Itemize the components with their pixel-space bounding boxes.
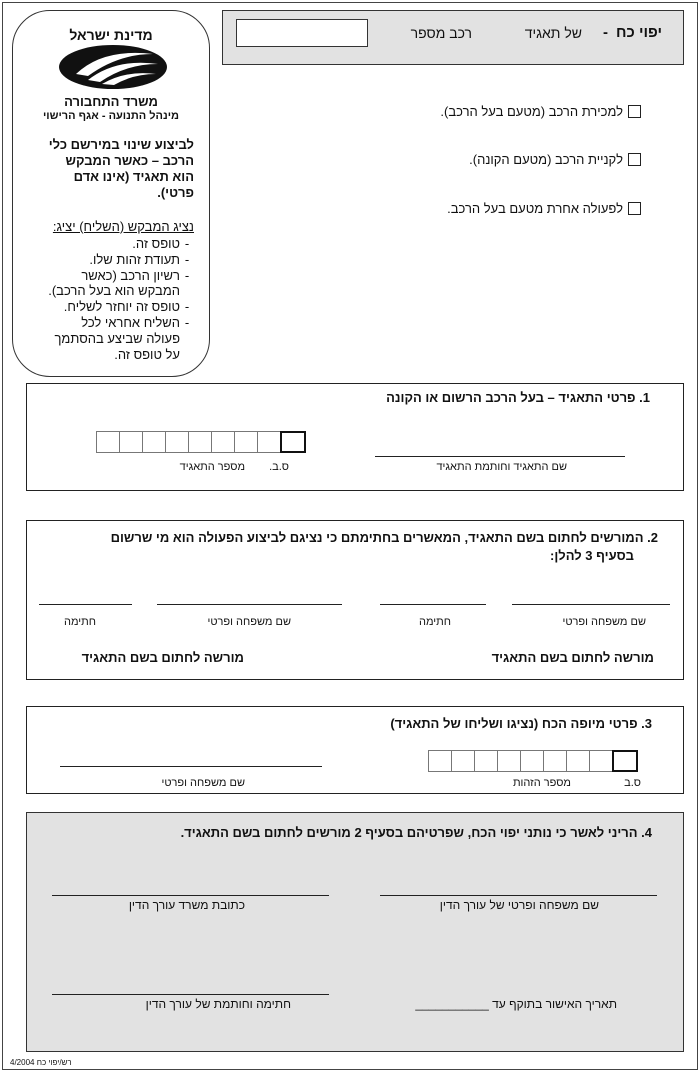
lawyer-signature-line[interactable] (52, 994, 329, 995)
ministry-name: משרד התחבורה (64, 94, 158, 109)
section-4-title: 4. הריני לאשר כי נותני יפוי הכח, שפרטיהם בסעיף 2 מורשים לחתום בשם התאגיד. (180, 825, 652, 840)
list-item: - טופס זה. (132, 236, 190, 251)
present-documents-title: נציג המבקש (השליח) יציג: (52, 219, 194, 234)
form-purpose (34, 137, 194, 201)
purpose-line: פרטי). (157, 185, 194, 200)
purchase-option-label: לקניית הרכב (מטעם הקונה). (469, 152, 623, 167)
signatory-2-role: מורשה לחתום בשם התאגיד (81, 650, 244, 665)
representative-name-line[interactable] (60, 766, 322, 767)
signatory-1-signature-label: חתימה (418, 616, 451, 628)
other-action-option-label: לפעולה אחרת מטעם בעל הרכב. (447, 201, 623, 216)
lawyer-name-label: שם משפחה ופרטי של עורך הדין (439, 898, 599, 912)
lawyer-address-line[interactable] (52, 895, 329, 896)
lawyer-signature-label: חתימה וחותמת של עורך הדין (145, 997, 291, 1011)
signatory-2-signature-label: חתימה (63, 616, 96, 628)
purpose-line: לביצוע שינוי במירשם כלי (48, 137, 194, 152)
section-2-title-line2: בסעיף 3 להלן: (550, 548, 634, 563)
vehicle-number-input[interactable] (236, 19, 368, 47)
sale-option-label: למכירת הרכב (מטעם בעל הרכב). (440, 104, 623, 119)
signatory-1-signature-line[interactable] (380, 604, 486, 605)
representative-id-input[interactable] (429, 750, 638, 772)
section-3-title: 3. פרטי מיופה הכח (נציגו ושליחו של התאגיד) (390, 716, 652, 731)
purpose-line: הרכב – כאשר המבקש (65, 153, 194, 168)
representative-name-label: שם משפחה ופרטי (161, 777, 245, 789)
validity-date-field[interactable]: תאריך האישור בתוקף עד ___________ (415, 997, 617, 1011)
list-item: - טופס זה יוחזר לשליח. (63, 299, 190, 315)
section-4-lawyer-confirmation (26, 812, 684, 1052)
signatory-1-name-label: שם משפחה ופרטי (562, 616, 646, 628)
section-2-title-line1: 2. המורשים לחתום בשם התאגיד, המאשרים בחתימתם כי נציגם לביצוע הפעולה הוא מי שרשום (110, 530, 658, 545)
ministry-logo-icon (58, 44, 168, 90)
signatory-1-role: מורשה לחתום בשם התאגיד (491, 650, 654, 665)
section-3-sb-label: ס.ב (624, 777, 641, 789)
lawyer-address-label: כתובת משרד עורך הדין (128, 898, 245, 912)
list-item: - תעודת זהות שלו. (89, 251, 190, 267)
list-item: - השליח אחראי לכל פעולה שביצע בהסתמך על טופס זה. (54, 314, 190, 362)
form-title: יפוי כח (615, 24, 662, 41)
signatory-2-name-line[interactable] (157, 604, 342, 605)
other-action-checkbox[interactable] (628, 202, 641, 215)
lawyer-name-line[interactable] (380, 895, 657, 896)
department-name: מינהל התנועה - אגף הרישוי (42, 110, 180, 122)
sale-checkbox[interactable] (628, 105, 641, 118)
signatory-1-name-line[interactable] (512, 604, 670, 605)
purchase-checkbox[interactable] (628, 153, 641, 166)
purpose-line: הוא תאגיד (אינו אדם (73, 169, 194, 184)
list-item: - רשיון הרכב (כאשר המבקש הוא בעל הרכב). (48, 267, 190, 299)
state-of-israel: מדינת ישראל (69, 27, 153, 43)
corporation-number-label: מספר התאגיד (179, 461, 245, 473)
vehicle-number-label: רכב מספר (410, 25, 472, 41)
form-code: רש/יפוי כח 4/2004 (10, 1058, 72, 1067)
signatory-2-name-label: שם משפחה ופרטי (207, 616, 291, 628)
representative-id-label: מספר הזהות (512, 777, 571, 789)
form-subtitle: של תאגיד (524, 25, 582, 41)
section-1-title: 1. פרטי התאגיד – בעל הרכב הרשום או הקונה (386, 390, 650, 405)
title-dash: - (603, 24, 608, 41)
section-1-sb-label: ס.ב. (269, 461, 289, 473)
signatory-2-signature-line[interactable] (39, 604, 132, 605)
corporation-number-input[interactable] (97, 431, 306, 453)
corporation-name-line[interactable] (375, 456, 625, 457)
required-documents-list (14, 236, 194, 362)
corporation-name-label: שם התאגיד וחותמת התאגיד (436, 461, 567, 473)
